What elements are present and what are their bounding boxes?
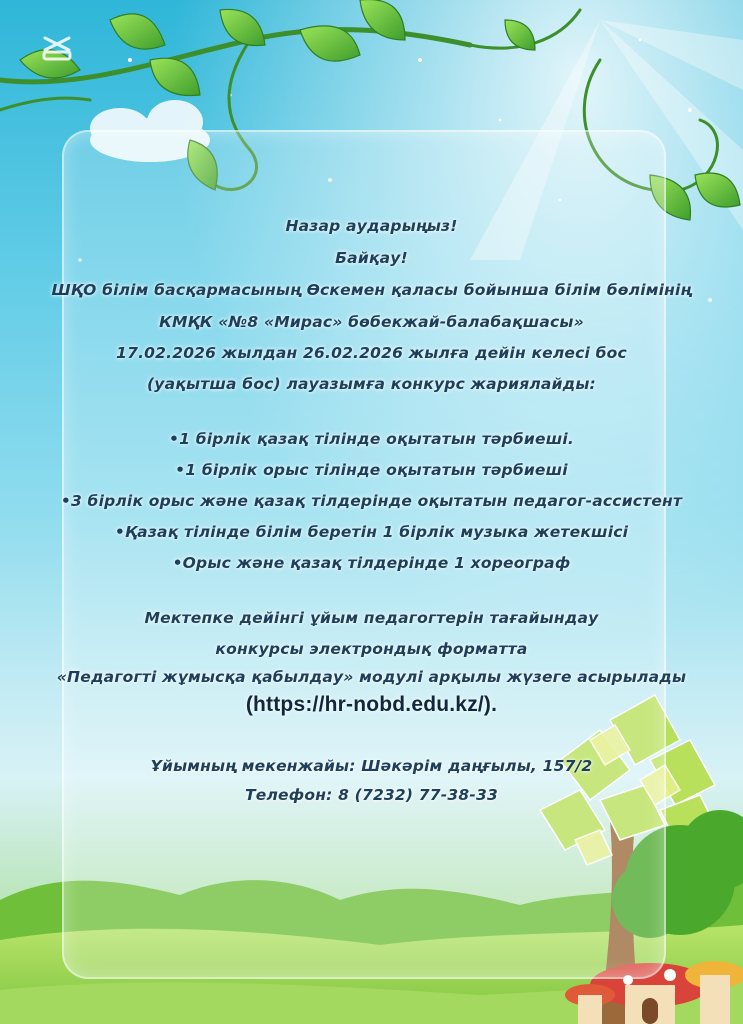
vacancy-item: •3 бірлік орыс және қазақ тілдерінде оқытатын педагог-ассистент [60, 492, 683, 510]
dates-line: 17.02.2026 жылдан 26.02.2026 жылға дейін келесі бос [116, 344, 627, 362]
portal-link[interactable]: (https://hr-nobd.edu.kz/). [245, 693, 498, 716]
contest-heading: Байқау! [335, 249, 408, 267]
organization-line-2: КМҚК «№8 «Мирас» бөбекжай-балабақшасы» [159, 313, 584, 331]
vacancy-item: •1 бірлік орыс тілінде оқытатын тәрбиеші [175, 461, 568, 479]
address-line: Ұйымның мекенжайы: Шәкәрім даңғылы, 157/2 [150, 757, 593, 775]
vacancy-item: •1 бірлік қазақ тілінде оқытатын тәрбиеші. [169, 430, 574, 448]
attention-heading: Назар аударыңыз! [285, 217, 458, 235]
announce-line: (уақытша бос) лауазымға конкурс жариялайды: [147, 375, 596, 393]
organization-line-1: ШҚО білім басқармасының Өскемен қаласы бойынша білім бөлімінің [51, 281, 692, 299]
vacancy-item: •Қазақ тілінде білім беретін 1 бірлік музыка жетекшісі [114, 523, 629, 541]
vacancy-item: •Орыс және қазақ тілдерінде 1 хореограф [172, 554, 571, 572]
info-line-1: Мектепке дейінгі ұйым педагогтерін тағайындау [144, 609, 599, 627]
phone-line: Телефон: 8 (7232) 77-38-33 [245, 786, 498, 804]
info-line-3: «Педагогті жұмысқа қабылдау» модулі арқылы жүзеге асырылады [56, 668, 687, 686]
info-line-2: конкурсы электрондық форматта [215, 640, 528, 658]
